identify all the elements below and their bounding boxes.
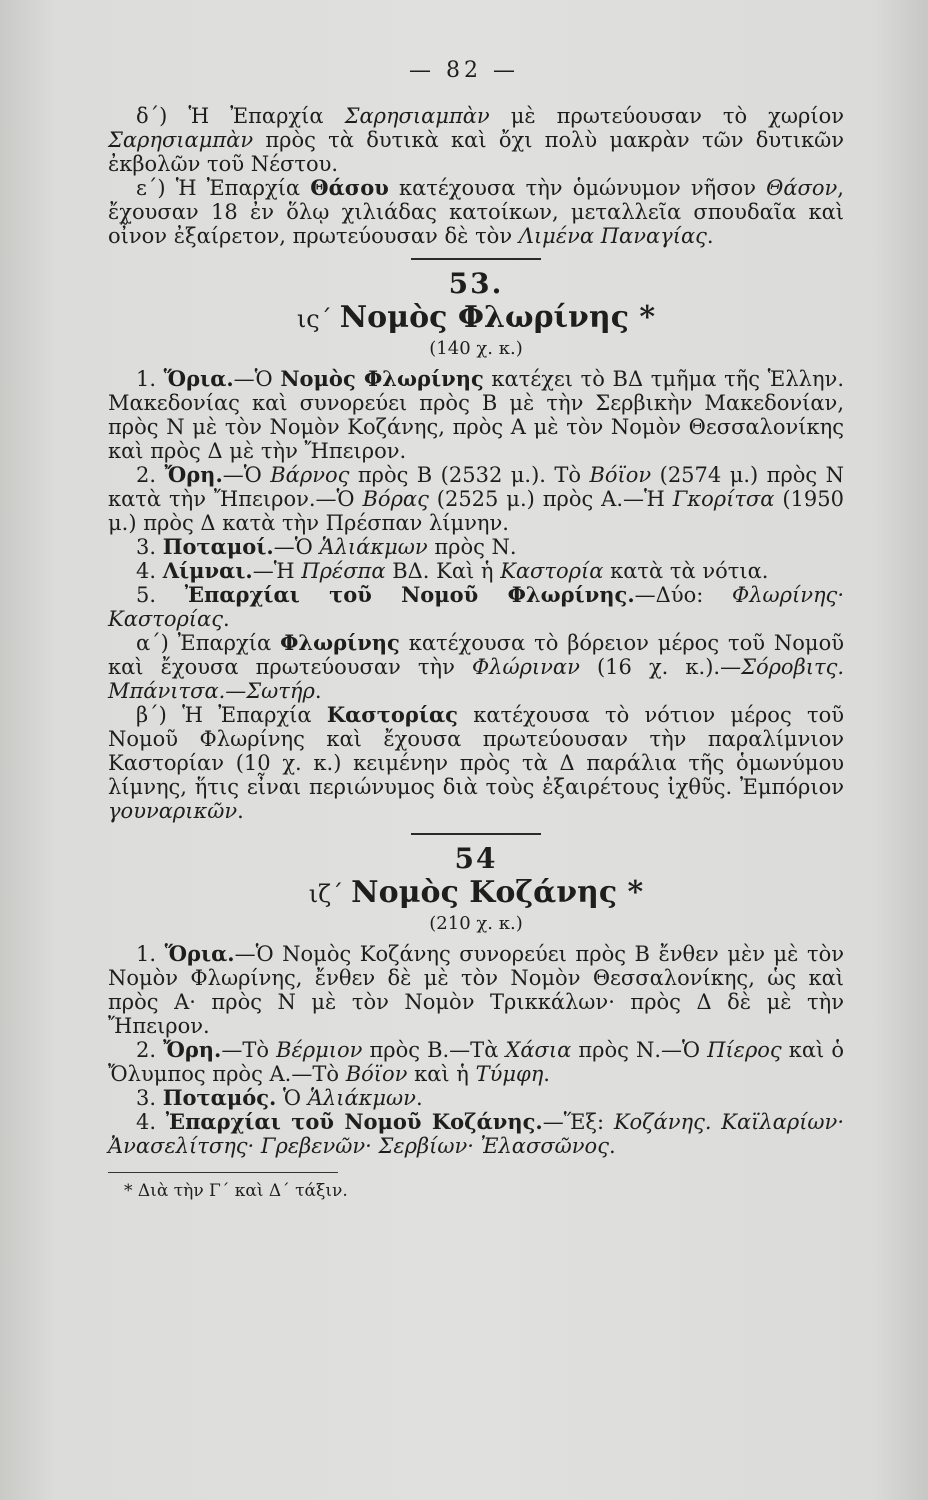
page-number: — 82 — xyxy=(409,58,519,83)
area-florina: (140 χ. κ.) xyxy=(429,338,523,359)
paragraph-e: ε΄) Ἡ Ἐπαρχία Θάσου κατέχουσα τὴν ὁμώνυμον νῆσον Θάσον, ἔχουσαν 18 ἐν ὅλῳ χιλιάδας κατοίκων, μεταλλεῖα σπουδαῖα καὶ οἶνον ἐξαίρετον, πρωτεύουσαν δὲ τὸν Λιμένα Παναγίας. xyxy=(108,175,844,248)
kozani-borders: 1. Ὅρια.—Ὁ Νομὸς Κοζάνης συνορεύει πρὸς Β ἔνθεν μὲν μὲ τὸν Νομὸν Φλωρίνης, ἔνθεν δὲ μὲ τὸν Νομὸν Θεσσαλονίκης, ὡς καὶ πρὸς Α· πρὸς Ν μὲ τὸν Νομὸν Τρικκάλων· πρὸς Δ δὲ μὲ τὴν Ἤπειρον. xyxy=(108,941,845,1038)
section-number-54: 54 xyxy=(454,842,498,875)
florina-provinces: 5. Ἐπαρχίαι τοῦ Νομοῦ Φλωρίνης.—Δύο: Φλωρίνης· Καστορίας. xyxy=(108,582,844,631)
section-heading-kozani: ιζ΄ Νομὸς Κοζάνης * xyxy=(308,875,644,910)
section-heading-florina: ις΄ Νομὸς Φλωρίνης * xyxy=(296,300,656,335)
florina-mountains: 2. Ὄρη.—Ὁ Βάρνος πρὸς Β (2532 μ.). Τὸ Βόϊον (2574 μ.) πρὸς Ν κατὰ τὴν Ἤπειρον.—Ὁ Βόρας (2525 μ.) πρὸς Α.—Ἡ Γκορίτσα (1950 μ.) πρὸς Δ κατὰ τὴν Πρέσπαν λίμνην. xyxy=(108,462,845,535)
province-florina: α΄) Ἐπαρχία Φλωρίνης κατέχουσα τὸ βόρειον μέρος τοῦ Νομοῦ καὶ ἔχουσα πρωτεύουσαν τὴν Φλώριναν (16 χ. κ.).—Σόροβιτς. Μπάνιτσα.—Σωτήρ. xyxy=(108,630,845,703)
section-divider xyxy=(411,258,541,260)
footnote: * Διὰ τὴν Γ΄ καὶ Δ΄ τάξιν. xyxy=(124,1181,348,1201)
section-divider xyxy=(411,833,541,835)
province-kastoria: β΄) Ἡ Ἐπαρχία Καστορίας κατέχουσα τὸ νότιον μέρος τοῦ Νομοῦ Φλωρίνης καὶ ἔχουσα πρωτεύουσαν τὴν παραλίμνιον Καστορίαν (10 χ. κ.) κειμένην πρὸς τὰ Δ παράλια τῆς ὁμωνύμου λίμνης, ἥτις εἶναι περιώνυμος διὰ τοὺς ἐξαιρέτους ἰχθῦς. Ἐμπόριον γουναρικῶν. xyxy=(108,702,844,823)
paragraph-d: δ΄) Ἡ Ἐπαρχία Σαρησιαμπὰν μὲ πρωτεύουσαν τὸ χωρίον Σαρησιαμπὰν πρὸς τὰ δυτικὰ καὶ ὄχι πολὺ μακρὰν τῶν δυτικῶν ἐκβολῶν τοῦ Νέστου. xyxy=(108,104,844,176)
kozani-river: 3. Ποταμός. Ὁ Ἁλιάκμων. xyxy=(136,1085,423,1110)
footnote-rule xyxy=(108,1172,338,1173)
area-kozani: (210 χ. κ.) xyxy=(429,913,523,934)
florina-rivers: 3. Ποταμοί.—Ὁ Ἁλιάκμων πρὸς Ν. xyxy=(136,534,517,559)
florina-borders: 1. Ὅρια.—Ὁ Νομὸς Φλωρίνης κατέχει τὸ ΒΔ τμῆμα τῆς Ἑλλην. Μακεδονίας καὶ συνορεύει πρὸς Β μὲ τὴν Σερβικὴν Μακεδονίαν, πρὸς Ν μὲ τὸν Νομὸν Κοζάνης, πρὸς Α μὲ τὸν Νομὸν Θεσσαλονίκης καὶ πρὸς Δ μὲ τὴν Ἤπειρον. xyxy=(108,366,844,463)
kozani-provinces: 4. Ἐπαρχίαι τοῦ Νομοῦ Κοζάνης.—Ἕξ: Κοζάνης. Καϊλαρίων· Ἀνασελίτσης· Γρεβενῶν· Σερβίων· Ἐλασσῶνος. xyxy=(108,1109,845,1158)
florina-lakes: 4. Λίμναι.—Ἡ Πρέσπα ΒΔ. Καὶ ἡ Καστορία κατὰ τὰ νότια. xyxy=(136,558,769,583)
text-column xyxy=(108,104,844,1203)
section-number-53: 53. xyxy=(448,267,504,300)
kozani-mountains: 2. Ὄρη.—Τὸ Βέρμιον πρὸς Β.—Τὰ Χάσια πρὸς Ν.—Ὁ Πίερος καὶ ὁ Ὄλυμπος πρὸς Α.—Τὸ Βόϊον καὶ ἡ Τύμφη. xyxy=(108,1037,844,1086)
